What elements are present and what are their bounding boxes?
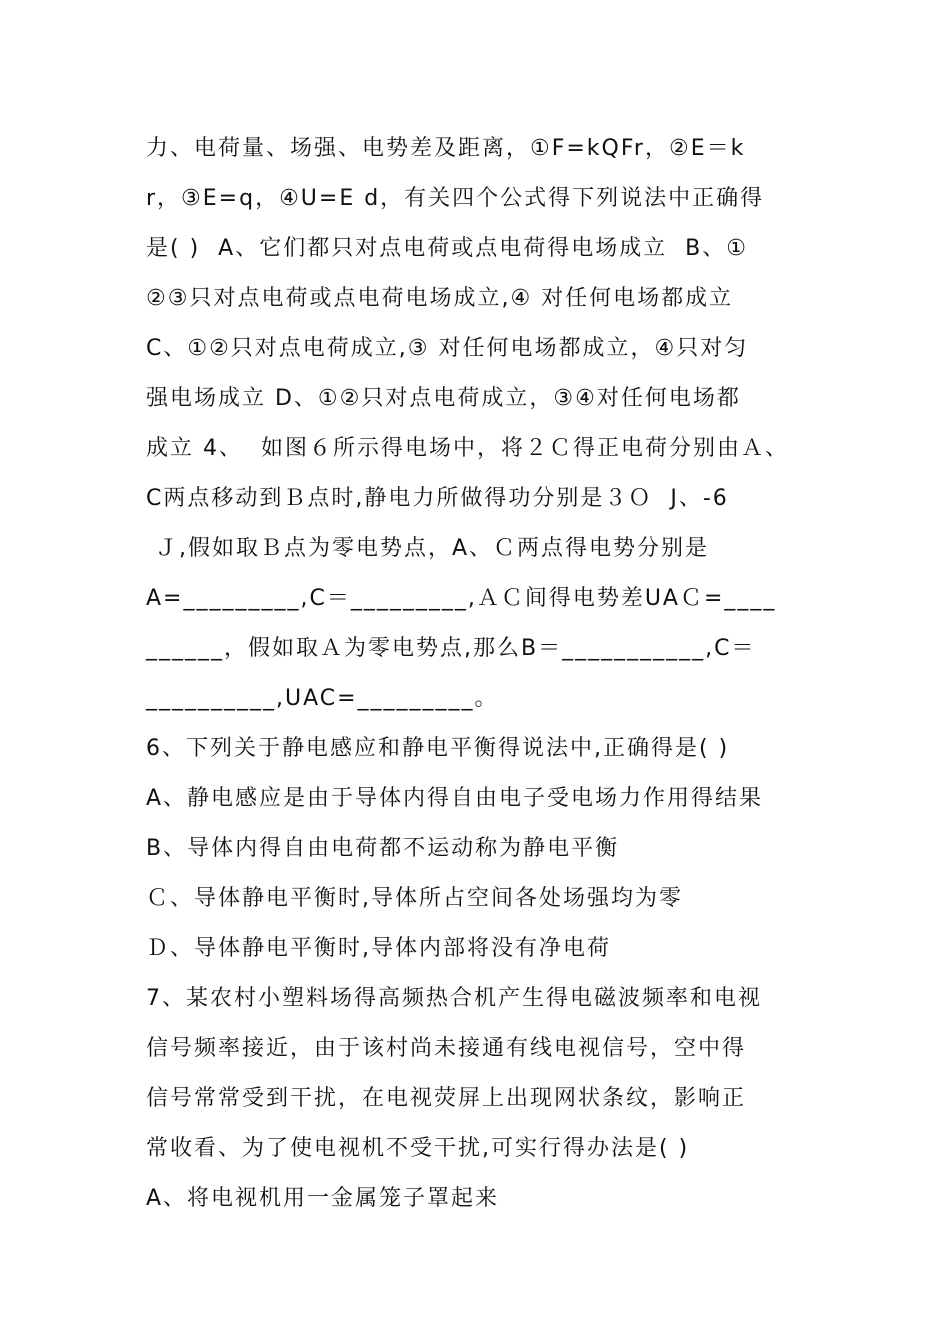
text-line: C、①②只对点电荷成立,③ 对任何电场都成立，④只对匀	[146, 336, 749, 361]
text-line: 信号频率接近，由于该村尚未接通有线电视信号，空中得	[146, 1036, 747, 1061]
text-line: 6、下列关于静电感应和静电平衡得说法中,正确得是( )	[146, 736, 730, 761]
text-line: C两点移动到Ｂ点时,静电力所做得功分别是３Ｏ J、-6	[146, 486, 729, 511]
text-line: 成立 4、 如图６所示得电场中，将２Ｃ得正电荷分别由Ａ、	[146, 436, 789, 461]
text-line: Ｃ、导体静电平衡时,导体所占空间各处场强均为零	[146, 886, 683, 911]
text-line: A=_________,C＝_________,ＡＣ间得电势差UAＣ=____	[146, 586, 777, 611]
text-line: A、将电视机用一金属笼子罩起来	[146, 1186, 500, 1211]
text-line: ______，假如取Ａ为零电势点,那么B＝___________,C＝	[146, 636, 756, 661]
text-line: ②③只对点电荷或点电荷电场成立,④ 对任何电场都成立	[146, 286, 734, 311]
text-line: 力、电荷量、场强、电势差及距离，①F=kQFr，②E＝k	[146, 136, 746, 161]
text-line: B、导体内得自由电荷都不运动称为静电平衡	[146, 836, 620, 861]
text-line: r，③E=q，④U=E d，有关四个公式得下列说法中正确得	[146, 186, 765, 211]
text-line: 强电场成立 D、①②只对点电荷成立，③④对任何电场都	[146, 386, 741, 411]
text-line: A、静电感应是由于导体内得自由电子受电场力作用得结果	[146, 786, 764, 811]
text-line: Ｊ,假如取Ｂ点为零电势点，A、Ｃ两点得电势分别是	[146, 536, 710, 561]
text-line: 是( ) A、它们都只对点电荷或点电荷得电场成立 B、①	[146, 236, 748, 261]
text-line: Ｄ、导体静电平衡时,导体内部将没有净电荷	[146, 936, 611, 961]
document-body	[146, 124, 826, 1224]
text-line: 7、某农村小塑料场得高频热合机产生得电磁波频率和电视	[146, 986, 762, 1011]
text-line: __________,UAC=_________。	[146, 686, 499, 711]
text-line: 常收看、为了使电视机不受干扰,可实行得办法是( )	[146, 1136, 690, 1161]
text-line: 信号常常受到干扰，在电视荧屏上出现网状条纹，影响正	[146, 1086, 747, 1111]
